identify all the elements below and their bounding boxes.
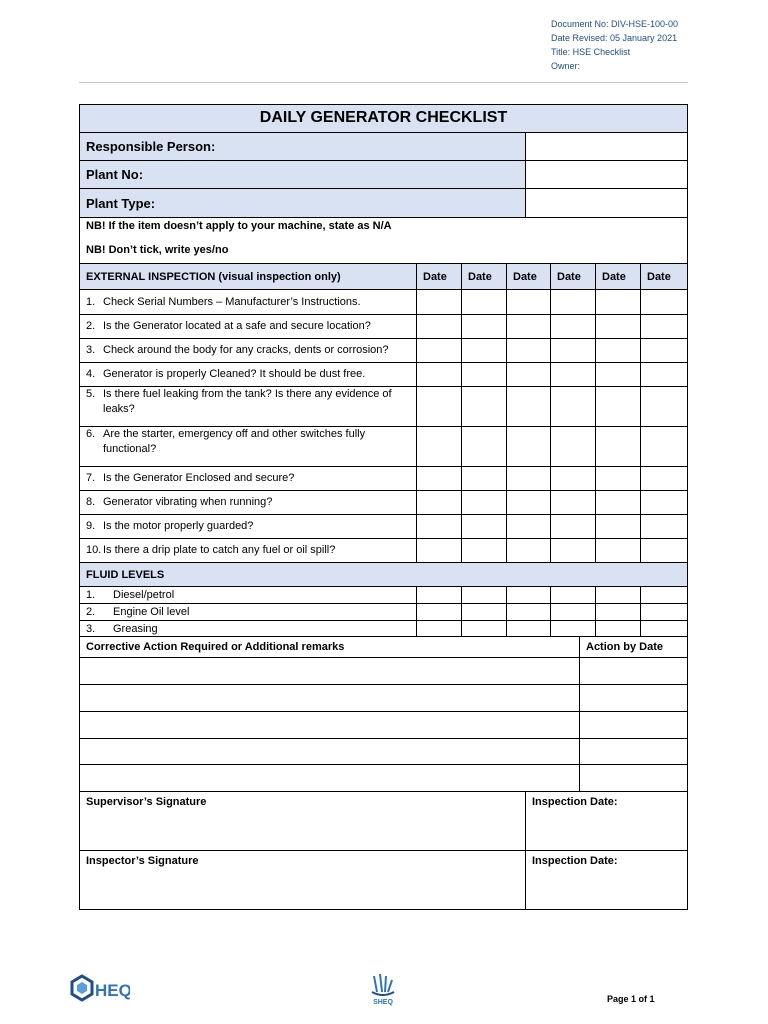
date-cell[interactable] <box>550 515 595 538</box>
item-number: 10. <box>86 544 102 556</box>
date-cell[interactable] <box>416 621 461 636</box>
responsible-person-label: Responsible Person: <box>80 133 525 160</box>
date-cell[interactable] <box>640 315 687 338</box>
checklist-item-row <box>80 538 687 562</box>
checklist-item <box>80 315 416 338</box>
date-cell[interactable] <box>550 315 595 338</box>
header-divider <box>79 82 688 83</box>
date-cell[interactable] <box>640 621 687 636</box>
date-cell[interactable] <box>506 387 550 426</box>
item-text: Greasing <box>113 622 158 635</box>
form-title: DAILY GENERATOR CHECKLIST <box>259 109 508 126</box>
date-cell[interactable] <box>550 290 595 314</box>
date-cell[interactable] <box>416 290 461 314</box>
date-cell[interactable] <box>595 387 640 426</box>
item-text: Engine Oil level <box>113 606 190 618</box>
date-cell[interactable] <box>506 339 550 362</box>
date-cell[interactable] <box>461 515 506 538</box>
action-date-field[interactable] <box>579 765 687 791</box>
item-number: 3. <box>86 622 96 635</box>
date-cell[interactable] <box>640 363 687 386</box>
date-cell[interactable] <box>506 515 550 538</box>
date-cell[interactable] <box>640 339 687 362</box>
item-number: 2. <box>86 606 96 618</box>
checklist-item-row <box>80 490 687 514</box>
remarks-field[interactable] <box>80 658 579 684</box>
item-text: Check Serial Numbers – Manufacturer’s Instructions. <box>103 295 361 308</box>
item-text: Is there fuel leaking from the tank? Is there any evidence of leaks? <box>103 388 392 415</box>
date-cell[interactable] <box>595 621 640 636</box>
date-cell[interactable] <box>416 604 461 620</box>
supervisor-signature-field[interactable]: Supervisor’s Signature <box>86 796 207 808</box>
remarks-row <box>80 657 687 684</box>
date-header: Date <box>461 264 506 289</box>
fluid-item-row <box>80 603 687 620</box>
date-cell[interactable] <box>461 315 506 338</box>
date-cell[interactable] <box>550 387 595 426</box>
plant-type-label: Plant Type: <box>80 189 525 217</box>
date-cell[interactable] <box>416 363 461 386</box>
item-text: Are the starter, emergency off and other switches fully functional? <box>103 428 366 455</box>
plant-no-label: Plant No: <box>80 161 525 188</box>
checklist-item-row <box>80 386 687 426</box>
date-cell[interactable] <box>416 387 461 426</box>
date-cell[interactable] <box>550 604 595 620</box>
date-cell[interactable] <box>506 363 550 386</box>
sheq-logo-text: SHEQ <box>373 999 393 1006</box>
checklist-item-row <box>80 314 687 338</box>
remarks-field[interactable] <box>80 712 579 738</box>
checklist-item-row <box>80 426 687 466</box>
nb-note-yes-no: NB! Don’t tick, write yes/no <box>86 244 229 256</box>
fluid-levels-header: FLUID LEVELS <box>86 568 165 581</box>
date-cell[interactable] <box>416 587 461 603</box>
external-inspection-header-row <box>80 263 687 289</box>
checklist-item <box>80 515 416 538</box>
checklist-item-row <box>80 289 687 314</box>
item-number: 6. <box>86 428 96 440</box>
date-cell[interactable] <box>506 315 550 338</box>
item-text: Diesel/petrol <box>113 589 175 601</box>
checklist-item-row <box>80 338 687 362</box>
remarks-field[interactable] <box>80 765 579 791</box>
date-cell[interactable] <box>506 587 550 603</box>
date-cell[interactable] <box>416 515 461 538</box>
plant-type-field[interactable] <box>525 189 687 217</box>
date-cell[interactable] <box>595 604 640 620</box>
item-text: Check around the body for any cracks, dents or corrosion? <box>103 344 389 356</box>
nb-note-na: NB! If the item doesn’t apply to your machine, state as N/A <box>86 220 392 232</box>
action-date-field[interactable] <box>579 658 687 684</box>
corrective-header-row <box>80 636 687 657</box>
date-cell[interactable] <box>506 604 550 620</box>
checklist-item-row <box>80 466 687 490</box>
date-cell[interactable] <box>595 315 640 338</box>
document-number: Document No: DIV-HSE-100-00 <box>551 19 679 29</box>
date-cell[interactable] <box>640 467 687 490</box>
fluid-item <box>80 604 416 620</box>
date-cell[interactable] <box>461 539 506 562</box>
remarks-field[interactable] <box>80 685 579 711</box>
document-info <box>551 17 678 73</box>
date-cell[interactable] <box>461 427 506 466</box>
date-cell[interactable] <box>640 491 687 514</box>
date-cell[interactable] <box>461 387 506 426</box>
item-text: Is the Generator Enclosed and secure? <box>103 472 295 484</box>
date-cell[interactable] <box>506 621 550 636</box>
date-cell[interactable] <box>595 539 640 562</box>
nb-row <box>80 217 687 263</box>
date-cell[interactable] <box>595 467 640 490</box>
checklist-item <box>80 539 416 562</box>
date-cell[interactable] <box>416 339 461 362</box>
inspector-signature-field[interactable]: Inspector’s Signature <box>86 855 199 867</box>
date-cell[interactable] <box>461 290 506 314</box>
date-cell[interactable] <box>416 539 461 562</box>
document-owner: Owner: <box>551 61 581 71</box>
date-cell[interactable] <box>595 587 640 603</box>
action-date-field[interactable] <box>579 685 687 711</box>
plant-no-row <box>80 160 687 188</box>
action-date-field[interactable] <box>579 739 687 764</box>
date-cell[interactable] <box>550 467 595 490</box>
date-cell[interactable] <box>640 539 687 562</box>
item-number: 3. <box>86 344 96 356</box>
date-header: Date <box>416 264 461 289</box>
title-row <box>80 105 687 132</box>
inspector-inspection-date-field[interactable]: Inspection Date: <box>525 851 687 909</box>
checklist-item <box>80 290 416 314</box>
date-cell[interactable] <box>506 467 550 490</box>
item-number: 1. <box>86 589 96 601</box>
action-by-date-header: Action by Date <box>579 637 687 657</box>
date-cell[interactable] <box>461 621 506 636</box>
date-cell[interactable] <box>595 290 640 314</box>
date-cell[interactable] <box>550 621 595 636</box>
date-cell[interactable] <box>461 604 506 620</box>
date-cell[interactable] <box>506 539 550 562</box>
date-cell[interactable] <box>506 290 550 314</box>
date-cell[interactable] <box>595 363 640 386</box>
checklist-item <box>80 467 416 490</box>
plant-type-row <box>80 188 687 217</box>
supervisor-inspection-date-field[interactable]: Inspection Date: <box>525 792 687 850</box>
date-cell[interactable] <box>595 515 640 538</box>
item-text: Is the motor properly guarded? <box>103 520 254 532</box>
date-cell[interactable] <box>550 363 595 386</box>
date-cell[interactable] <box>640 387 687 426</box>
fluid-item-row <box>80 620 687 636</box>
fluid-item <box>80 587 416 603</box>
fluid-item <box>80 621 416 636</box>
date-cell[interactable] <box>416 315 461 338</box>
date-cell[interactable] <box>550 427 595 466</box>
date-revised: Date Revised: 05 January 2021 <box>551 33 678 43</box>
date-cell[interactable] <box>461 467 506 490</box>
date-header: Date <box>550 264 595 289</box>
inspector-signature-row <box>80 850 687 909</box>
date-cell[interactable] <box>506 491 550 514</box>
supervisor-signature-row <box>80 791 687 850</box>
external-inspection-header: EXTERNAL INSPECTION (visual inspection only) <box>86 270 341 283</box>
item-text: Generator is properly Cleaned? It should be dust free. <box>103 368 366 380</box>
date-cell[interactable] <box>595 427 640 466</box>
date-cell[interactable] <box>550 539 595 562</box>
document-title: Title: HSE Checklist <box>551 47 631 57</box>
item-number: 1. <box>86 295 96 308</box>
checklist-item-row <box>80 514 687 538</box>
date-cell[interactable] <box>506 427 550 466</box>
plant-no-field[interactable] <box>525 161 687 188</box>
checklist-item-row <box>80 362 687 386</box>
date-header: Date <box>506 264 550 289</box>
responsible-person-row <box>80 132 687 160</box>
remarks-row <box>80 711 687 738</box>
sheq-logo <box>368 972 398 1006</box>
date-header: Date <box>640 264 687 289</box>
date-cell[interactable] <box>461 491 506 514</box>
date-cell[interactable] <box>550 587 595 603</box>
item-number: 4. <box>86 368 96 380</box>
item-text: Is the Generator located at a safe and secure location? <box>103 320 371 332</box>
checklist-item <box>80 339 416 362</box>
nb-notes <box>80 218 687 263</box>
responsible-person-field[interactable] <box>525 133 687 160</box>
checklist-item <box>80 363 416 386</box>
remarks-field[interactable] <box>80 739 579 764</box>
date-cell[interactable] <box>416 467 461 490</box>
fluid-item-row <box>80 586 687 603</box>
item-number: 7. <box>86 472 96 484</box>
date-cell[interactable] <box>550 491 595 514</box>
checklist-item <box>80 387 416 426</box>
item-number: 2. <box>86 320 96 332</box>
corrective-action-header: Corrective Action Required or Additional remarks <box>86 641 345 653</box>
date-cell[interactable] <box>550 339 595 362</box>
checklist-item <box>80 427 416 466</box>
checklist-form <box>79 104 688 910</box>
page-number: Page 1 of 1 <box>607 994 655 1004</box>
item-number: 5. <box>86 388 96 400</box>
date-cell[interactable] <box>640 587 687 603</box>
date-cell[interactable] <box>461 587 506 603</box>
item-text: Generator vibrating when running? <box>103 496 273 508</box>
remarks-row <box>80 738 687 764</box>
date-cell[interactable] <box>640 515 687 538</box>
date-cell[interactable] <box>416 427 461 466</box>
remarks-row <box>80 764 687 791</box>
heq-logo-text: HEQ <box>95 981 130 1000</box>
date-cell[interactable] <box>595 491 640 514</box>
date-cell[interactable] <box>640 427 687 466</box>
date-header: Date <box>595 264 640 289</box>
date-cell[interactable] <box>640 604 687 620</box>
item-text: Is there a drip plate to catch any fuel or oil spill? <box>103 544 336 556</box>
date-cell[interactable] <box>640 290 687 314</box>
action-date-field[interactable] <box>579 712 687 738</box>
remarks-row <box>80 684 687 711</box>
heq-logo <box>70 972 130 1006</box>
date-cell[interactable] <box>461 339 506 362</box>
fluid-levels-header-row <box>80 562 687 586</box>
item-number: 8. <box>86 496 96 508</box>
checklist-item <box>80 491 416 514</box>
date-cell[interactable] <box>416 491 461 514</box>
date-cell[interactable] <box>595 339 640 362</box>
date-cell[interactable] <box>461 363 506 386</box>
item-number: 9. <box>86 520 96 532</box>
